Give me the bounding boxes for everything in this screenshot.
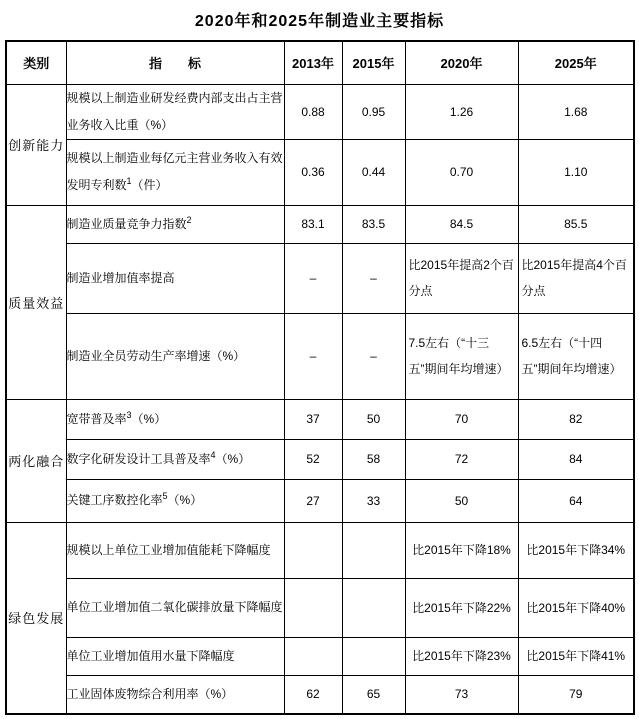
- value-cell: 73: [405, 675, 518, 714]
- value-cell: 0.95: [342, 84, 405, 139]
- value-cell: –: [342, 313, 405, 399]
- indicator-text: 规模以上制造业每亿元主营业务收入有效发明专利数: [66, 151, 283, 192]
- indicator-suffix: （%）: [215, 451, 251, 466]
- header-cell-2013: 2013年: [284, 41, 342, 84]
- page-title: 2020年和2025年制造业主要指标: [194, 13, 445, 30]
- indicator-text: 制造业增加值率提高: [66, 270, 175, 285]
- value-cell: 50: [342, 399, 405, 439]
- table-row: [6, 84, 634, 139]
- indicator-superscript: 1: [126, 176, 132, 186]
- category-cell-innovation: 创新能力: [6, 84, 66, 205]
- indicator-superscript: 3: [126, 409, 132, 420]
- indicator-text: 数字化研发设计工具普及率: [66, 451, 211, 466]
- value-cell: 比2015年提高2个百分点: [405, 243, 518, 313]
- table-row: [6, 578, 634, 637]
- value-cell: [284, 522, 342, 578]
- indicator-suffix: （%）: [167, 493, 203, 507]
- indicator-text: 制造业质量竞争力指数: [66, 216, 187, 231]
- value-cell: 6.5左右（“十四五”期间年均增速）: [518, 313, 634, 399]
- indicator-text: 宽带普及率: [66, 411, 127, 426]
- indicator-label: [66, 205, 284, 243]
- value-cell: 58: [342, 439, 405, 479]
- value-cell: 7.5左右（“十三五”期间年均增速）: [405, 313, 518, 399]
- value-cell: 比2015年下降40%: [518, 578, 634, 637]
- indicator-text: 关键工序数控化率: [66, 493, 163, 507]
- value-cell: 0.36: [284, 139, 342, 205]
- indicator-text: 单位工业增加值二氧化碳排放量下降幅度: [66, 600, 283, 614]
- value-cell: 37: [284, 399, 342, 439]
- table-row: [6, 637, 634, 675]
- value-cell: 84.5: [405, 205, 518, 243]
- table-row: [6, 522, 634, 578]
- value-cell: 64: [518, 479, 634, 522]
- value-cell: 比2015年提高4个百分点: [518, 243, 634, 313]
- indicator-suffix: （%）: [131, 411, 167, 426]
- value-cell: 比2015年下降34%: [518, 522, 634, 578]
- value-cell: 72: [405, 439, 518, 479]
- indicator-label: [66, 243, 284, 313]
- value-cell: –: [342, 243, 405, 313]
- indicator-text: 工业固体废物综合利用率（%）: [66, 686, 234, 701]
- table-row: [6, 675, 634, 714]
- category-cell-quality: 质量效益: [6, 205, 66, 399]
- indicator-label: [66, 637, 284, 675]
- value-cell: [342, 637, 405, 675]
- value-cell: 83.5: [342, 205, 405, 243]
- value-cell: 50: [405, 479, 518, 522]
- table-row: [6, 479, 634, 522]
- value-cell: [284, 578, 342, 637]
- table-row: [6, 439, 634, 479]
- category-cell-green: 绿色发展: [6, 522, 66, 714]
- indicator-suffix: （件）: [131, 178, 168, 192]
- value-cell: 79: [518, 675, 634, 714]
- value-cell: 1.26: [405, 84, 518, 139]
- indicator-label: [66, 578, 284, 637]
- value-cell: 85.5: [518, 205, 634, 243]
- header-row: [6, 41, 634, 84]
- indicator-superscript: 4: [210, 449, 216, 460]
- value-cell: 65: [342, 675, 405, 714]
- value-cell: 62: [284, 675, 342, 714]
- value-cell: 比2015年下降41%: [518, 637, 634, 675]
- value-cell: 0.44: [342, 139, 405, 205]
- indicator-label: [66, 84, 284, 139]
- value-cell: 84: [518, 439, 634, 479]
- indicator-label: [66, 313, 284, 399]
- table-row: [6, 399, 634, 439]
- indicator-superscript: 2: [186, 214, 192, 225]
- indicator-label: [66, 522, 284, 578]
- category-cell-integration: 两化融合: [6, 399, 66, 522]
- value-cell: [342, 578, 405, 637]
- header-cell-indicator: 指 标: [66, 41, 284, 84]
- indicator-text: 单位工业增加值用水量下降幅度: [66, 648, 235, 663]
- indicator-text: 规模以上制造业研发经费内部支出占主营业务收入比重（%）: [66, 90, 283, 132]
- value-cell: 比2015年下降18%: [405, 522, 518, 578]
- table-row: [6, 313, 634, 399]
- header-cell-category: 类别: [6, 41, 66, 84]
- header-cell-2025: 2025年: [518, 41, 634, 84]
- indicator-text: 规模以上单位工业增加值能耗下降幅度: [66, 542, 271, 557]
- table-row: [6, 205, 634, 243]
- value-cell: 33: [342, 479, 405, 522]
- value-cell: 83.1: [284, 205, 342, 243]
- value-cell: 27: [284, 479, 342, 522]
- value-cell: 比2015年下降22%: [405, 578, 518, 637]
- indicator-label: [66, 675, 284, 714]
- value-cell: 52: [284, 439, 342, 479]
- value-cell: 1.10: [518, 139, 634, 205]
- indicator-label: [66, 439, 284, 479]
- indicator-label: [66, 399, 284, 439]
- table-row: [6, 139, 634, 205]
- value-cell: 0.70: [405, 139, 518, 205]
- value-cell: [342, 522, 405, 578]
- header-cell-2020: 2020年: [405, 41, 518, 84]
- value-cell: 1.68: [518, 84, 634, 139]
- value-cell: –: [284, 313, 342, 399]
- value-cell: 0.88: [284, 84, 342, 139]
- value-cell: [284, 637, 342, 675]
- table-row: [6, 243, 634, 313]
- indicator-label: [66, 479, 284, 522]
- indicator-superscript: 5: [162, 491, 168, 501]
- indicators-table: [5, 40, 635, 715]
- indicator-text: 制造业全员劳动生产率增速（%）: [66, 348, 246, 363]
- indicator-label: [66, 139, 284, 205]
- value-cell: 比2015年下降23%: [405, 637, 518, 675]
- value-cell: 82: [518, 399, 634, 439]
- value-cell: 70: [405, 399, 518, 439]
- value-cell: –: [284, 243, 342, 313]
- header-cell-2015: 2015年: [342, 41, 405, 84]
